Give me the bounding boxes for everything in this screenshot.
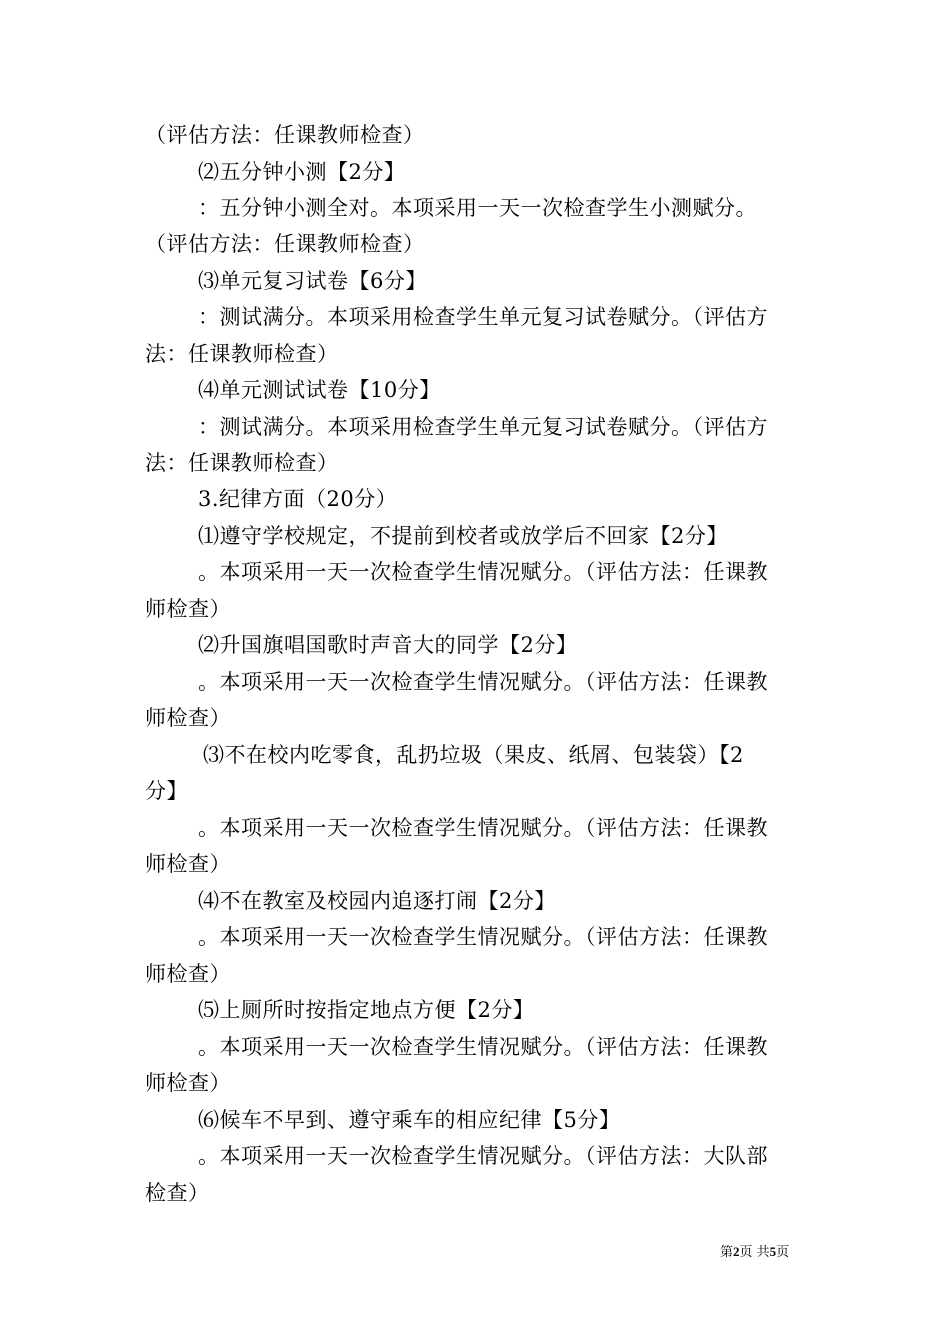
text-line: 。本项采用一天一次检查学生情况赋分。（评估方法：任课教 [198,560,768,584]
text-line: 师检查） [145,597,231,621]
text-line: （评估方法：任课教师检查） [145,232,425,256]
text-line: 师检查） [145,706,231,730]
footer-suffix: 页 [776,1245,790,1260]
text-line: 。本项采用一天一次检查学生情况赋分。（评估方法：大队部 [198,1144,768,1168]
text-line: 师检查） [145,852,231,876]
item-heading: ⑶不在校内吃零食，乱扔垃圾（果皮、纸屑、包装袋）【2 [203,743,744,767]
text-line: 法：任课教师检查） [145,342,339,366]
text-line: ：五分钟小测全对。本项采用一天一次检查学生小测赋分。 [198,196,757,220]
text-line: 。本项采用一天一次检查学生情况赋分。（评估方法：任课教 [198,1035,768,1059]
item-heading: ⑵五分钟小测【2分】 [198,160,406,184]
text-line: 。本项采用一天一次检查学生情况赋分。（评估方法：任课教 [198,816,768,840]
item-heading: ⑸上厕所时按指定地点方便【2分】 [198,998,535,1022]
item-heading: ⑴遵守学校规定，不提前到校者或放学后不回家【2分】 [198,524,728,548]
item-heading: ⑷不在教室及校园内追逐打闹【2分】 [198,889,556,913]
text-line: 。本项采用一天一次检查学生情况赋分。（评估方法：任课教 [198,925,768,949]
total-page-number: 5 [769,1244,777,1259]
item-heading: ⑷单元测试试卷【10分】 [198,378,441,402]
text-line: ：测试满分。本项采用检查学生单元复习试卷赋分。（评估方 [198,415,768,439]
text-line: ：测试满分。本项采用检查学生单元复习试卷赋分。（评估方 [198,305,768,329]
text-line: （评估方法：任课教师检查） [145,123,425,147]
item-heading: ⑵升国旗唱国歌时声音大的同学【2分】 [198,633,578,657]
section-heading: 3.纪律方面（20分） [198,487,398,511]
page-footer [720,1243,789,1262]
current-page-number: 2 [733,1244,740,1259]
text-line: 检查） [145,1181,210,1205]
text-line: 法：任课教师检查） [145,451,339,475]
text-line: 分】 [145,779,188,803]
text-line: 师检查） [145,962,231,986]
item-heading: ⑹候车不早到、遵守乘车的相应纪律【5分】 [198,1108,621,1132]
footer-middle: 页 共 [739,1245,770,1260]
item-heading: ⑶单元复习试卷【6分】 [198,269,427,293]
text-line: 师检查） [145,1071,231,1095]
text-line: 。本项采用一天一次检查学生情况赋分。（评估方法：任课教 [198,670,768,694]
footer-prefix: 第 [720,1245,734,1260]
